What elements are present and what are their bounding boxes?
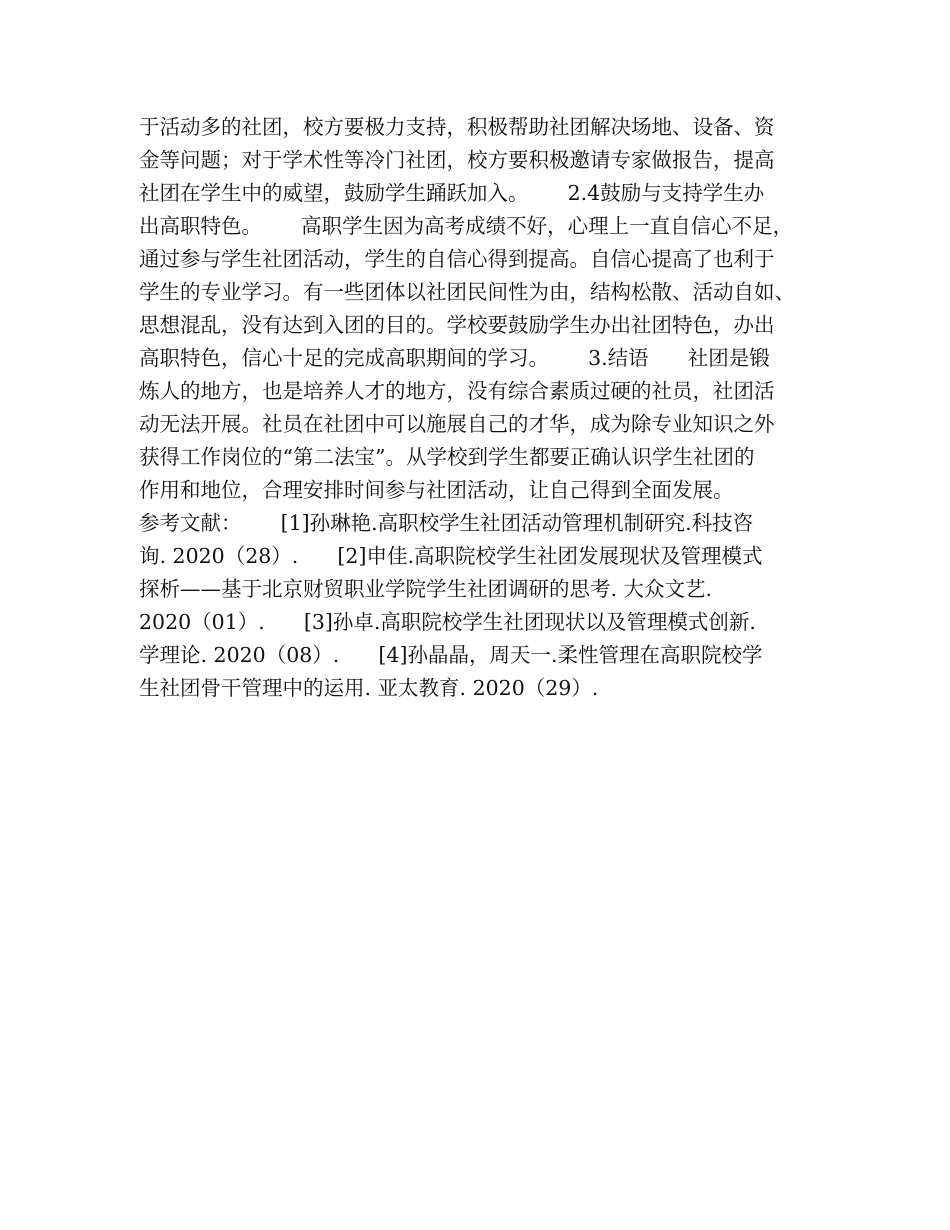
reference-line: 生社团骨干管理中的运用. 亚太教育. 2020（29）.: [139, 676, 599, 700]
text-line: 高职特色，信心十足的完成高职期间的学习。 3.结语 社团是锻: [139, 346, 770, 370]
body-text: [139, 111, 829, 705]
text-line: 思想混乱，没有达到入团的目的。学校要鼓励学生办出社团特色，办出: [139, 313, 775, 337]
text-line: 社团在学生中的威望，鼓励学生踊跃加入。 2.4鼓励与支持学生办: [139, 181, 765, 205]
reference-line: 询. 2020（28）. [2]申佳.高职院校学生社团发展现状及管理模式: [139, 544, 763, 568]
text-line: 获得工作岗位的“第二法宝”。从学校到学生都要正确认识学生社团的: [139, 445, 755, 469]
text-line: 炼人的地方，也是培养人才的地方，没有综合素质过硬的社员，社团活: [139, 379, 775, 403]
text-line: 金等问题；对于学术性等冷门社团，校方要积极邀请专家做报告，提高: [139, 148, 775, 172]
reference-line: 探析——基于北京财贸职业学院学生社团调研的思考. 大众文艺.: [139, 577, 713, 601]
text-line: 作用和地位，合理安排时间参与社团活动，让自己得到全面发展。: [139, 478, 734, 502]
text-line: 于活动多的社团，校方要极力支持，积极帮助社团解决场地、设备、资: [139, 115, 775, 139]
reference-line: 参考文献： [1]孙琳艳.高职校学生社团活动管理机制研究.科技咨: [139, 511, 754, 535]
reference-line: 学理论. 2020（08）. [4]孙晶晶，周天一.柔性管理在高职院校学: [139, 643, 763, 667]
text-line: 动无法开展。社员在社团中可以施展自己的才华，成为除专业知识之外: [139, 412, 775, 436]
text-line: 学生的专业学习。有一些团体以社团民间性为由，结构松散、活动自如、: [139, 280, 795, 304]
text-line: 出高职特色。 高职学生因为高考成绩不好，心理上一直自信心不足，: [139, 214, 794, 238]
reference-line: 2020（01）. [3]孙卓.高职院校学生社团现状以及管理模式创新.: [139, 610, 756, 634]
text-line: 通过参与学生社团活动，学生的自信心得到提高。自信心提高了也利于: [139, 247, 775, 271]
